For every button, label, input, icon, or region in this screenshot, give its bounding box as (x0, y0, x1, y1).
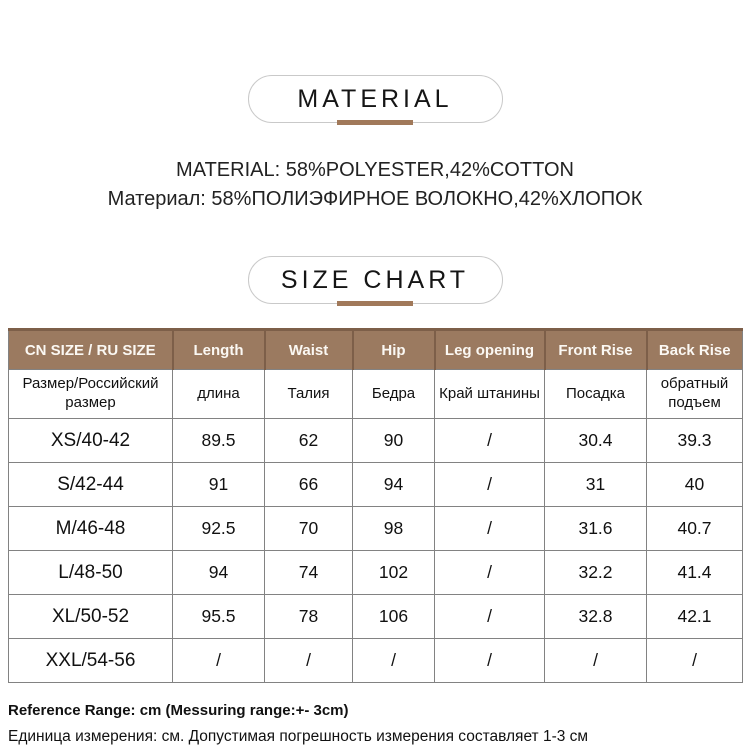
cell-front-rise: 32.8 (545, 595, 647, 639)
reference-range-en: Reference Range: cm (Messuring range:+- 3cm) (8, 702, 349, 719)
cell-waist: 62 (265, 419, 353, 463)
cell-hip: 106 (353, 595, 435, 639)
cell-length: 89.5 (173, 419, 265, 463)
header-hip: Hip (353, 330, 435, 370)
header-length: Length (173, 330, 265, 370)
header-waist: Waist (265, 330, 353, 370)
size-chart-badge-label: SIZE CHART (280, 265, 470, 294)
cell-waist: / (265, 639, 353, 683)
size-row-m (9, 507, 743, 551)
cell-hip: 102 (353, 551, 435, 595)
size-row-xl (9, 595, 743, 639)
size-chart-section-badge (248, 256, 503, 304)
cell-length: 94 (173, 551, 265, 595)
cell-length: 92.5 (173, 507, 265, 551)
cell-hip: 94 (353, 463, 435, 507)
size-row-l (9, 551, 743, 595)
table-header-row-ru (9, 370, 743, 419)
cell-waist: 74 (265, 551, 353, 595)
header-ru-back-rise: обратный подъем (647, 370, 743, 419)
reference-range-ru: Единица измерения: см. Допустимая погрешность измерения составляет 1-3 см (8, 728, 589, 745)
cell-front-rise: / (545, 639, 647, 683)
cell-leg-opening: / (435, 639, 545, 683)
size-row-s (9, 463, 743, 507)
material-composition-ru: Материал: 58%ПОЛИЭФИРНОЕ ВОЛОКНО,42%ХЛОПОК (107, 188, 643, 210)
header-ru-front-rise: Посадка (545, 370, 647, 419)
size-chart-badge-wrap (0, 256, 750, 304)
cell-size-label: XL/50-52 (9, 595, 173, 639)
material-badge-underline-bar (337, 120, 413, 125)
header-back-rise: Back Rise (647, 330, 743, 370)
cell-hip: / (353, 639, 435, 683)
cell-size-label: XS/40-42 (9, 419, 173, 463)
cell-front-rise: 32.2 (545, 551, 647, 595)
header-ru-hip: Бедра (353, 370, 435, 419)
size-chart-badge-underline-bar (337, 301, 413, 306)
size-row-xxl (9, 639, 743, 683)
cell-size-label: M/46-48 (9, 507, 173, 551)
material-composition-en: MATERIAL: 58%POLYESTER,42%COTTON (176, 159, 574, 181)
cell-back-rise: 40 (647, 463, 743, 507)
cell-waist: 66 (265, 463, 353, 507)
cell-waist: 70 (265, 507, 353, 551)
cell-length: 91 (173, 463, 265, 507)
material-badge-label: MATERIAL (297, 84, 453, 113)
cell-back-rise: 40.7 (647, 507, 743, 551)
material-section-badge (248, 75, 503, 123)
table-header-row-en (9, 330, 743, 370)
cell-front-rise: 30.4 (545, 419, 647, 463)
cell-leg-opening: / (435, 507, 545, 551)
cell-size-label: L/48-50 (9, 551, 173, 595)
cell-back-rise: 41.4 (647, 551, 743, 595)
cell-leg-opening: / (435, 551, 545, 595)
cell-leg-opening: / (435, 595, 545, 639)
header-front-rise: Front Rise (545, 330, 647, 370)
header-ru-size: Размер/Российский размер (9, 370, 173, 419)
cell-waist: 78 (265, 595, 353, 639)
size-chart-table (8, 328, 743, 683)
cell-leg-opening: / (435, 463, 545, 507)
size-row-xs (9, 419, 743, 463)
cell-front-rise: 31.6 (545, 507, 647, 551)
cell-hip: 98 (353, 507, 435, 551)
cell-back-rise: 39.3 (647, 419, 743, 463)
cell-size-label: XXL/54-56 (9, 639, 173, 683)
header-ru-leg-opening: Край штанины (435, 370, 545, 419)
cell-hip: 90 (353, 419, 435, 463)
cell-length: 95.5 (173, 595, 265, 639)
cell-back-rise: / (647, 639, 743, 683)
header-cn-ru-size: CN SIZE / RU SIZE (9, 330, 173, 370)
cell-front-rise: 31 (545, 463, 647, 507)
cell-size-label: S/42-44 (9, 463, 173, 507)
header-leg-opening: Leg opening (435, 330, 545, 370)
cell-length: / (173, 639, 265, 683)
cell-back-rise: 42.1 (647, 595, 743, 639)
header-ru-length: длина (173, 370, 265, 419)
cell-leg-opening: / (435, 419, 545, 463)
header-ru-waist: Талия (265, 370, 353, 419)
measurement-notes (8, 702, 742, 746)
